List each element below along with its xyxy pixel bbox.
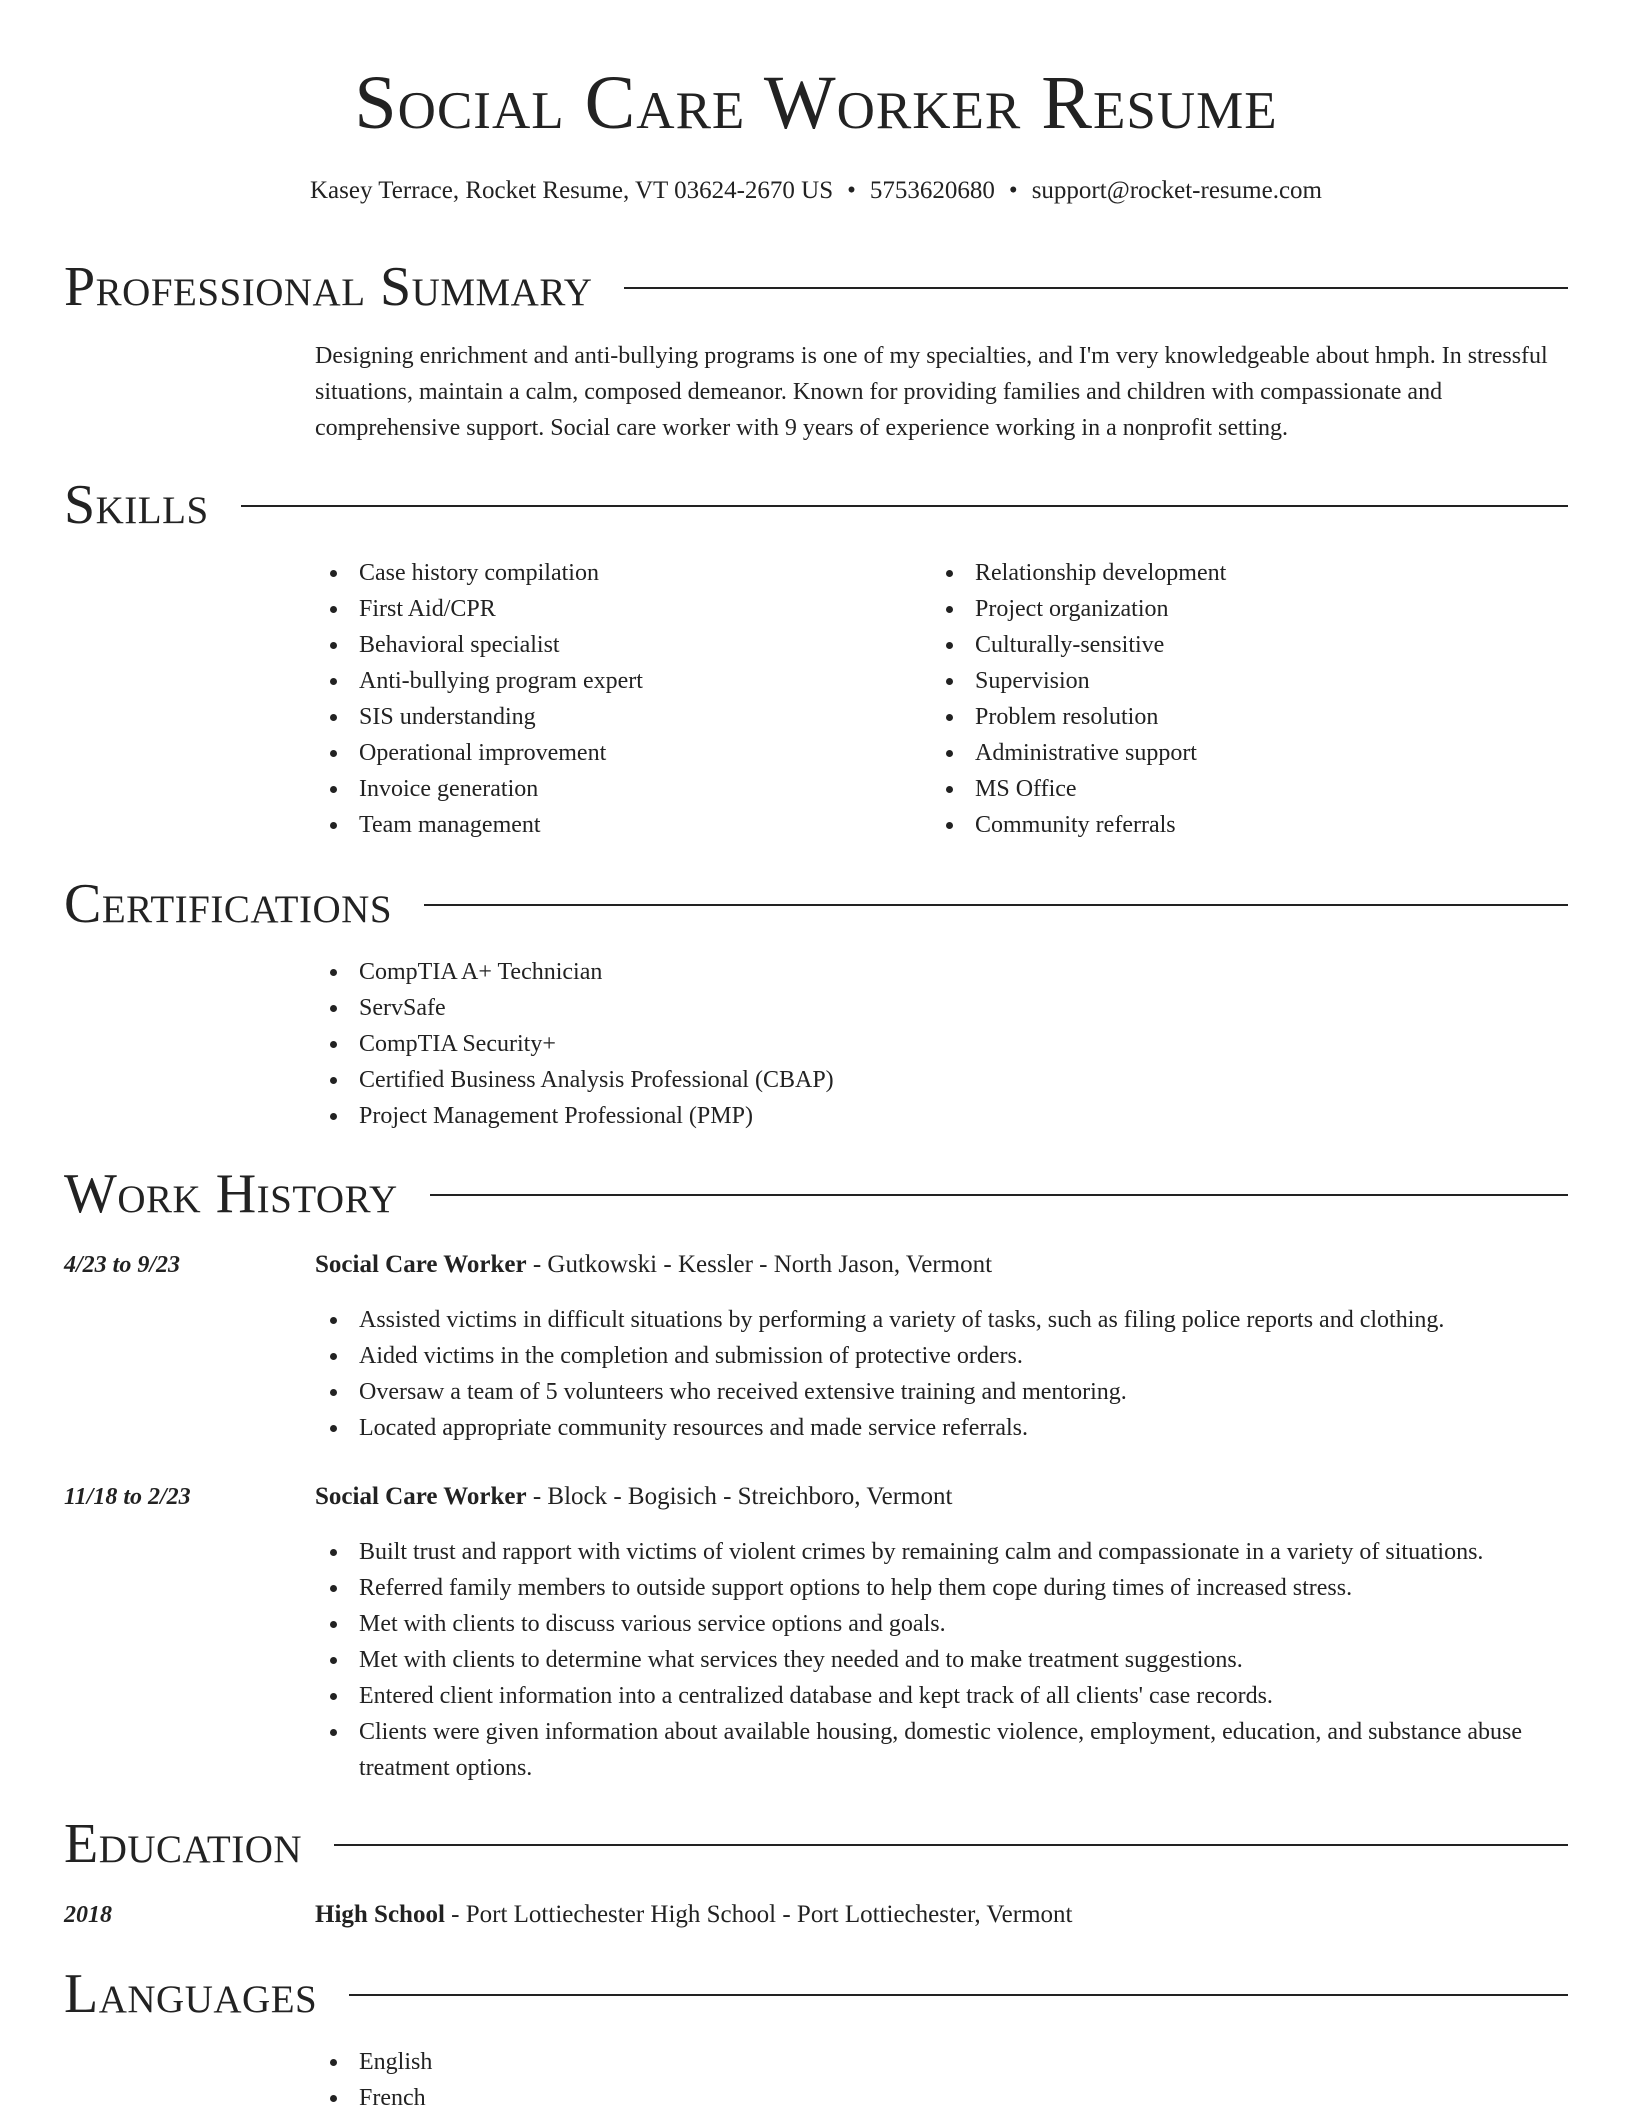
job-employer: - Block - Bogisich - Streichboro, Vermont — [526, 1483, 953, 1510]
job-bullet: Entered client information into a centralized database and kept track of all clients' case records. — [315, 1678, 1570, 1714]
job-bullet: Met with clients to determine what services they needed and to make treatment suggestions. — [315, 1642, 1570, 1678]
section-divider — [624, 287, 1568, 289]
contact-email: support@rocket-resume.com — [1031, 177, 1322, 204]
job-employer: - Gutkowski - Kessler - North Jason, Vermont — [526, 1251, 993, 1278]
skill-item: Case history compilation — [315, 555, 915, 591]
certification-item: CompTIA A+ Technician — [315, 954, 1315, 990]
resume-title: Social Care Worker Resume — [354, 61, 1278, 145]
job-role: Social Care Worker — [315, 1251, 527, 1278]
contact-phone: 5753620680 — [869, 177, 995, 204]
skill-item: Operational improvement — [315, 735, 915, 771]
skill-item: Relationship development — [931, 555, 1571, 591]
skill-item: MS Office — [931, 771, 1571, 807]
job-title-line — [315, 1479, 952, 1515]
section-divider — [334, 1844, 1568, 1846]
summary-text: Designing enrichment and anti-bullying programs is one of my specialties, and I'm very knowledgeable about hmph. In stressful situations, maintain a calm, composed demeanor. Known for providing families and children with compassionate and comprehensive support. Social care worker with 9 years of experience working in a nonprofit setting. — [315, 343, 1548, 441]
skill-item: Invoice generation — [315, 771, 915, 807]
job-bullet: Assisted victims in difficult situations by performing a variety of tasks, such as filing police reports and clothing. — [315, 1302, 1570, 1338]
job-bullet: Met with clients to discuss various service options and goals. — [315, 1606, 1570, 1642]
skill-item: First Aid/CPR — [315, 591, 915, 627]
skills-section-heading — [64, 470, 1568, 540]
skill-item: Behavioral specialist — [315, 627, 915, 663]
section-divider — [349, 1994, 1568, 1996]
skills-heading: Skills — [64, 474, 209, 536]
skill-item: Culturally-sensitive — [931, 627, 1571, 663]
contact-separator: • — [1008, 177, 1018, 204]
skill-item: Community referrals — [931, 807, 1571, 843]
skill-item: Administrative support — [931, 735, 1571, 771]
skill-item: Anti-bullying program expert — [315, 663, 915, 699]
section-divider — [241, 505, 1568, 507]
certifications-list — [315, 954, 1315, 1134]
contact-address: Kasey Terrace, Rocket Resume, VT 03624-2670 US — [310, 177, 834, 204]
job-bullet: Oversaw a team of 5 volunteers who received extensive training and mentoring. — [315, 1374, 1570, 1410]
certifications-section-heading — [64, 869, 1568, 939]
education-line — [315, 1897, 1072, 1933]
job-role: Social Care Worker — [315, 1483, 527, 1510]
skills-right-column — [931, 555, 1571, 843]
work-heading: Work History — [64, 1163, 398, 1225]
skill-item: Supervision — [931, 663, 1571, 699]
skills-left-column — [315, 555, 915, 843]
job-bullet: Located appropriate community resources and made service referrals. — [315, 1410, 1570, 1446]
education-school: - Port Lottiechester High School - Port Lottiechester, Vermont — [444, 1901, 1073, 1928]
job-bullets — [315, 1302, 1570, 1446]
education-degree: High School — [315, 1901, 445, 1928]
education-heading: Education — [64, 1813, 303, 1875]
certification-item: ServSafe — [315, 990, 1315, 1026]
certifications-heading: Certifications — [64, 873, 393, 935]
section-divider — [430, 1194, 1568, 1196]
job-dates: 11/18 to 2/23 — [64, 1484, 191, 1510]
language-item: English — [315, 2044, 915, 2080]
skill-item: Problem resolution — [931, 699, 1571, 735]
summary-heading: Professional Summary — [64, 256, 593, 318]
language-item: French — [315, 2080, 915, 2116]
certification-item: Project Management Professional (PMP) — [315, 1098, 1315, 1134]
skill-item: Team management — [315, 807, 915, 843]
certification-item: Certified Business Analysis Professional (CBAP) — [315, 1062, 1315, 1098]
contact-separator: • — [847, 177, 856, 204]
job-title-line — [315, 1247, 992, 1283]
languages-heading: Languages — [64, 1963, 318, 2025]
work-section-heading — [64, 1159, 1568, 1229]
job-bullet: Referred family members to outside support options to help them cope during times of increased stress. — [315, 1570, 1570, 1606]
education-section-heading — [64, 1809, 1568, 1879]
certification-item: CompTIA Security+ — [315, 1026, 1315, 1062]
languages-section-heading — [64, 1959, 1568, 2029]
skill-item: SIS understanding — [315, 699, 915, 735]
job-bullets — [315, 1534, 1570, 1786]
job-bullet: Built trust and rapport with victims of violent crimes by remaining calm and compassionate in a variety of situations. — [315, 1534, 1570, 1570]
job-bullet: Clients were given information about available housing, domestic violence, employment, education, and substance abuse treatment options. — [315, 1714, 1570, 1786]
contact-line — [0, 174, 1632, 208]
job-bullet: Aided victims in the completion and submission of protective orders. — [315, 1338, 1570, 1374]
job-dates: 4/23 to 9/23 — [64, 1252, 181, 1278]
languages-list — [315, 2044, 915, 2116]
section-divider — [424, 904, 1568, 906]
education-year: 2018 — [64, 1902, 112, 1928]
skill-item: Project organization — [931, 591, 1571, 627]
summary-section-heading — [64, 252, 1568, 322]
